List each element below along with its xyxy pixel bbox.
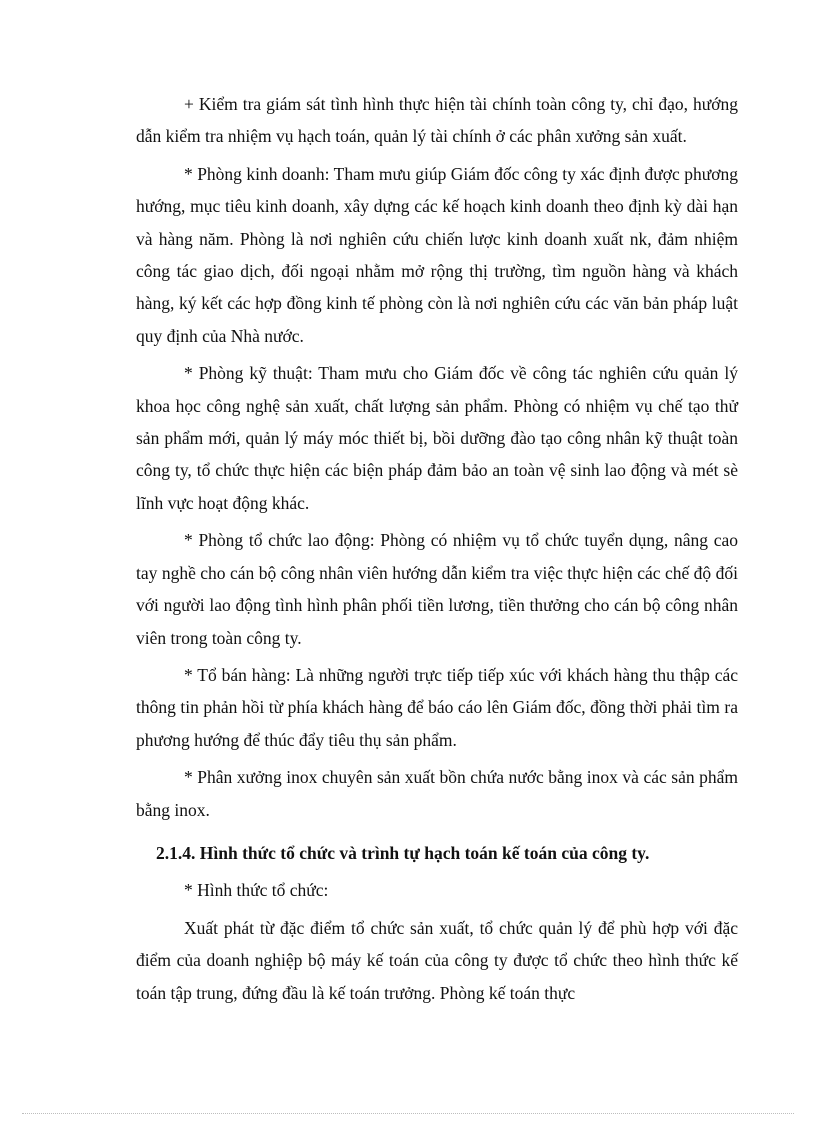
paragraph-organization-form: Xuất phát từ đặc điểm tổ chức sản xuất, tổ chức quản lý để phù hợp với đặc điểm của doanh nghiệp bộ máy kế toán của công ty được tổ chức theo hình thức kế toán tập trung, đứng đầu là kế toán trưởng. Phòng kế toán thực <box>136 917 738 1003</box>
document-body <box>136 88 738 1014</box>
page-bottom-border <box>22 1113 794 1114</box>
paragraph-inox-workshop: * Phân xưởng inox chuyên sản xuất bồn chứa nước bằng inox và các sản phẩm bằng inox. <box>136 767 738 820</box>
subheading-organization-form: * Hình thức tổ chức: <box>184 880 329 901</box>
paragraph-finance-supervision: + Kiểm tra giám sát tình hình thực hiện tài chính toàn công ty, chỉ đạo, hướng dẫn kiểm tra nhiệm vụ hạch toán, quản lý tài chính ở các phân xưởng sản xuất. <box>136 94 738 147</box>
paragraph-business-department: * Phòng kinh doanh: Tham mưu giúp Giám đốc công ty xác định được phương hướng, mục tiêu kinh doanh, xây dựng các kế hoạch kinh doanh theo định kỳ dài hạn và hàng năm. Phòng là nơi nghiên cứu chiến lược kinh doanh xuất nk, đảm nhiệm công tác giao dịch, đối ngoại nhằm mở rộng thị trường, tìm nguồn hàng và khách hàng, ký kết các hợp đồng kinh tế phòng còn là nơi nghiên cứu các văn bản pháp luật quy định của Nhà nước. <box>136 163 738 346</box>
paragraph-sales-team: * Tổ bán hàng: Là những người trực tiếp tiếp xúc với khách hàng thu thập các thông tin phản hồi từ phía khách hàng để báo cáo lên Giám đốc, đồng thời phải tìm ra phương hướng để thúc đẩy tiêu thụ sản phẩm. <box>136 664 738 750</box>
section-heading: 2.1.4. Hình thức tổ chức và trình tự hạch toán kế toán của công ty. <box>156 842 650 863</box>
paragraph-technical-department: * Phòng kỹ thuật: Tham mưu cho Giám đốc về công tác nghiên cứu quản lý khoa học công nghệ sản xuất, chất lượng sản phẩm. Phòng có nhiệm vụ chế tạo thử sản phẩm mới, quản lý máy móc thiết bị, bồi dưỡng đào tạo công nhân kỹ thuật toàn công ty, tổ chức thực hiện các biện pháp đảm bảo an toàn vệ sinh lao động và mét sè lĩnh vực hoạt động khác. <box>136 363 738 513</box>
paragraph-labor-department: * Phòng tổ chức lao động: Phòng có nhiệm vụ tổ chức tuyển dụng, nâng cao tay nghề cho cán bộ công nhân viên hướng dẫn kiểm tra việc thực hiện các chế độ đối với người lao động tình hình phân phối tiền lương, tiền thưởng cho cán bộ công nhân viên trong toàn công ty. <box>136 530 738 648</box>
